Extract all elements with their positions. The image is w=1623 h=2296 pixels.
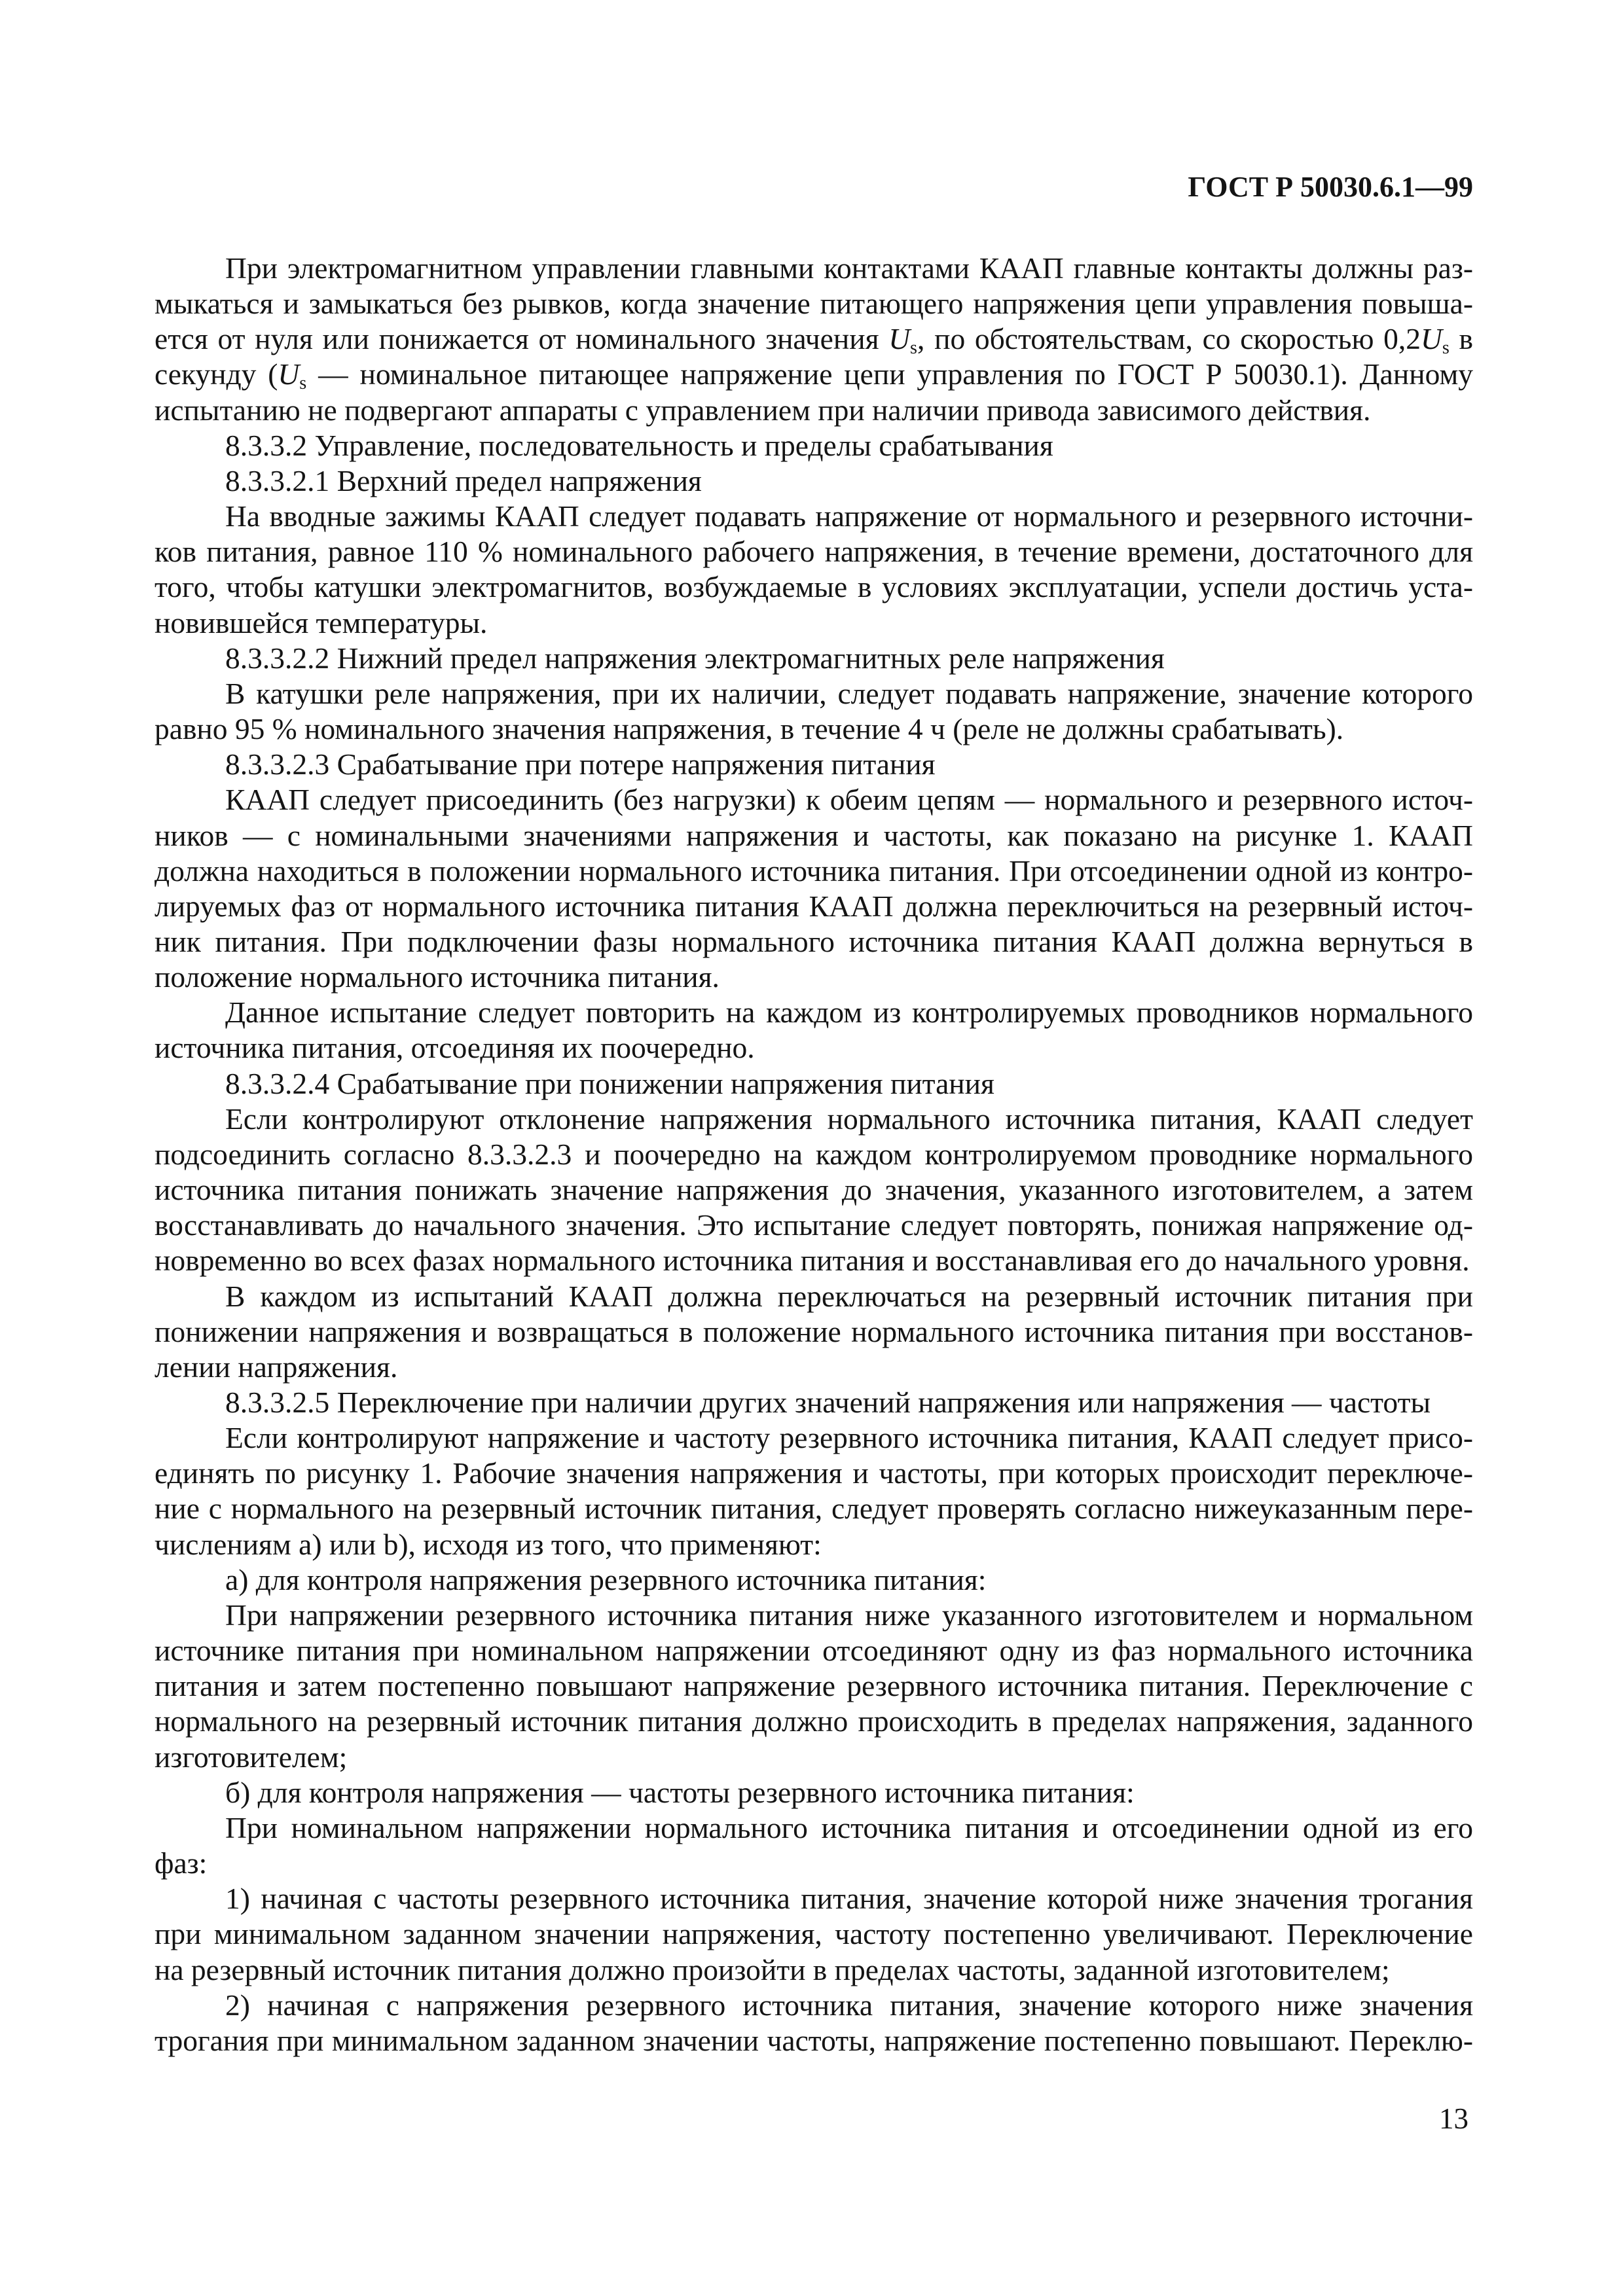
text-line: ков питания, равное 110 % номинального рабочего напряжения, в течение времени, достаточного для [155,535,1473,569]
text-run: — номинальное питающее напряжение цепи управления по ГОСТ Р 50030.1). Данному [306,357,1474,391]
text-line: фаз: [155,1846,208,1880]
text-line [155,321,1473,357]
text-line: того, чтобы катушки электромагнитов, возбуждаемые в условиях эксплуатации, успели достичь уста- [155,570,1473,604]
text-line: единять по рисунку 1. Рабочие значения напряжения и частоты, при которых происходит переключе- [155,1456,1473,1490]
text-line: понижении напряжения и возвращаться в положение нормального источника питания при восстанов- [155,1314,1473,1348]
text-line [155,357,1473,392]
text-line: а) для контроля напряжения резервного источника питания: [225,1562,987,1596]
paragraph [155,1102,1473,1279]
paragraph [155,1279,1473,1385]
text-line: новременно во всех фазах нормального источника питания и восстанавливая его до начального уровня. [155,1244,1470,1278]
text-run: ется от нуля или понижается от номинального значения [155,322,889,356]
text-line: При напряжении резервного источника питания ниже указанного изготовителем и нормальном [225,1598,1473,1632]
text-line: 1) начиная с частоты резервного источника питания, значение которой ниже значения трогания [225,1882,1473,1916]
text-line: КААП следует присоединить (без нагрузки) к обеим цепям — нормального и резервного источ- [225,783,1473,817]
paragraph [155,1810,1473,1881]
text-line: 8.3.3.2.1 Верхний предел напряжения [225,463,702,497]
paragraph [155,676,1473,747]
text-line: 2) начиная с напряжения резервного источника питания, значение которого ниже значения [225,1988,1473,2022]
variable-subscript: s [910,338,918,359]
paragraph [155,641,1473,676]
text-line: подсоединить согласно 8.3.3.2.3 и поочередно на каждом контролируемом проводнике нормального [155,1137,1473,1171]
variable-symbol: U [278,357,300,391]
text-line: нормального на резервный источник питания должно происходить в пределах напряжения, заданного [155,1704,1473,1738]
text-line: При номинальном напряжении нормального источника питания и отсоединении одной из его [225,1810,1473,1844]
paragraph [155,463,1473,499]
standard-designation: ГОСТ Р 50030.6.1—99 [1188,171,1473,203]
text-line: 8.3.3.2.3 Срабатывание при потере напряжения питания [225,747,936,781]
variable-subscript: s [299,373,307,394]
text-line: изготовителем; [155,1740,348,1774]
text-line: испытанию не подвергают аппараты с управлением при наличии привода зависимого действия. [155,393,1371,427]
text-line: источника питания, отсоединяя их поочередно. [155,1031,755,1065]
paragraph [155,499,1473,641]
paragraph [155,1420,1473,1562]
text-run: секунду ( [155,357,278,391]
text-line: лении напряжения. [155,1350,398,1384]
text-line: лируемых фаз от нормального источника питания КААП должна переключиться на резервный источ- [155,889,1473,923]
text-line: новившейся температуры. [155,605,488,639]
paragraph [155,1066,1473,1102]
text-line: питания и затем постепенно повышают напряжение резервного источника питания. Переключение с [155,1669,1473,1703]
paragraph [155,747,1473,782]
text-line: В катушки реле напряжения, при их наличии, следует подавать напряжение, значение которого [225,676,1473,710]
text-line: должна находиться в положении нормального источника питания. При отсоединении одной из контро- [155,853,1473,888]
text-line: 8.3.3.2.4 Срабатывание при понижении напряжения питания [225,1066,994,1100]
text-line: мыкаться и замыкаться без рывков, когда значение питающего напряжения цепи управления повыша- [155,287,1473,321]
paragraph [155,1775,1473,1810]
paragraph [155,995,1473,1066]
text-run: , по обстоятельствам, со скоростью 0,2 [917,322,1421,356]
text-line: Данное испытание следует повторить на каждом из контролируемых проводников нормального [225,996,1473,1030]
text-line: положение нормального источника питания. [155,960,720,994]
text-line: трогания при минимальном заданном значении частоты, напряжение постепенно повышают. Переклю- [155,2023,1473,2057]
text-line: на резервный источник питания должно произойти в пределах частоты, заданной изготовителем; [155,1952,1390,1986]
text-line: равно 95 % номинального значения напряжения, в течение 4 ч (реле не должны срабатывать). [155,712,1344,746]
text-line: В каждом из испытаний КААП должна переключаться на резервный источник питания при [225,1279,1473,1313]
text-line: числениям а) или b), исходя из того, что применяют: [155,1527,822,1561]
text-line: При электромагнитном управлении главными контактами КААП главные контакты должны раз- [225,251,1473,285]
text-line: Если контролируют отклонение напряжения нормального источника питания, КААП следует [225,1102,1473,1136]
variable-subscript: s [1442,338,1450,359]
paragraph [155,428,1473,463]
paragraph [155,1988,1473,2058]
variable-symbol: U [1421,322,1442,356]
text-run: в [1449,322,1474,356]
text-line: ние с нормального на резервный источник питания, следует проверять согласно нижеуказанным пере- [155,1492,1473,1526]
text-line: 8.3.3.2.2 Нижний предел напряжения электромагнитных реле напряжения [225,641,1165,675]
paragraph [155,1881,1473,1987]
paragraph [155,251,1473,428]
text-line: источнике питания при номинальном напряжении отсоединяют одну из фаз нормального источника [155,1634,1473,1668]
body-text [155,251,1473,2058]
paragraph [155,1562,1473,1598]
text-line: 8.3.3.2.5 Переключение при наличии других значений напряжения или напряжения — частоты [225,1386,1431,1419]
text-line: б) для контроля напряжения — частоты резервного источника питания: [225,1775,1135,1809]
variable-symbol: U [888,322,911,356]
text-line: восстанавливать до начального значения. Это испытание следует повторять, понижая напряжение од- [155,1208,1473,1242]
page-number: 13 [1439,2102,1468,2135]
paragraph [155,782,1473,995]
text-line: ник питания. При подключении фазы нормального источника питания КААП должна вернуться в [155,924,1473,958]
text-line: На вводные зажимы КААП следует подавать напряжение от нормального и резервного источни- [225,499,1473,533]
text-line: 8.3.3.2 Управление, последовательность и пределы срабатывания [225,428,1053,462]
text-line: ников — с номинальными значениями напряжения и частоты, как показано на рисунке 1. КААП [155,818,1473,852]
text-line: Если контролируют напряжение и частоту резервного источника питания, КААП следует присо- [225,1421,1473,1455]
paragraph [155,1598,1473,1775]
text-line: источника питания понижать значение напряжения до значения, указанного изготовителем, а затем [155,1173,1473,1207]
text-line: при минимальном заданном значении напряжения, частоту постепенно увеличивают. Переключение [155,1917,1473,1951]
paragraph [155,1385,1473,1420]
